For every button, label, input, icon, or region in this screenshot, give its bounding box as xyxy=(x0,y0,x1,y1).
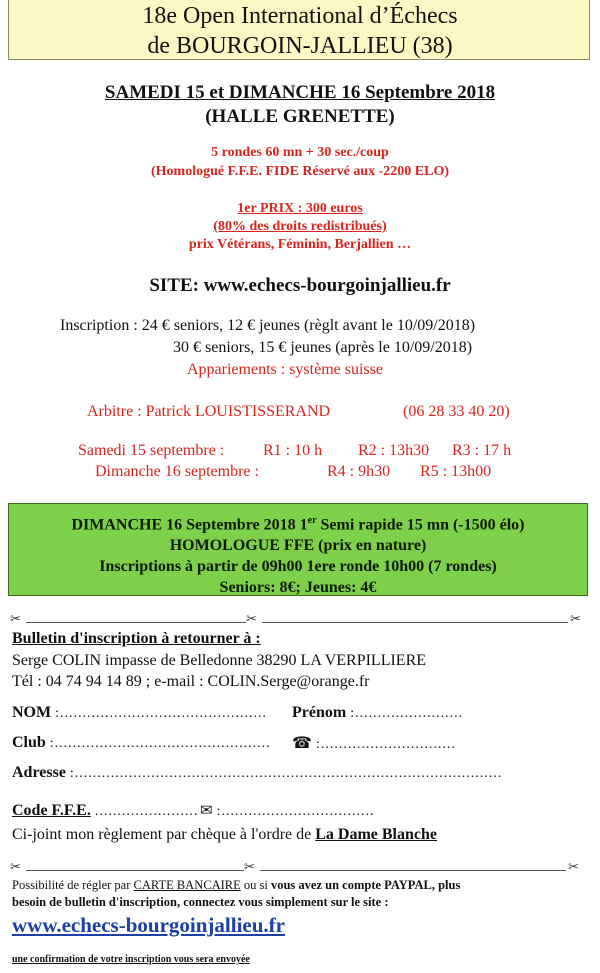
mail-icon: ✉ xyxy=(200,801,213,819)
form-return-address: Serge COLIN impasse de Belledonne 38290 LA VERPILLIERE xyxy=(12,652,427,669)
form-contact: Tél : 04 74 94 14 89 ; e-mail : COLIN.Serge@orange.fr xyxy=(12,673,370,690)
card-payment: CARTE BANCAIRE xyxy=(133,878,241,892)
nom-field[interactable] xyxy=(12,704,267,722)
code-ffe-dots: ....................... xyxy=(94,804,199,819)
scissors-icon: ✂ xyxy=(570,612,581,627)
phone-field[interactable] xyxy=(292,733,456,753)
format-rounds: 5 rondes 60 mn + 30 sec./coup xyxy=(211,145,389,160)
payment-options-or: ou si xyxy=(240,878,271,892)
online-registration-note: besoin de bulletin d'inscription, connectez vous simplement sur le site : xyxy=(12,895,389,909)
code-ffe-label: Code F.F.E. xyxy=(12,802,91,819)
schedule-sunday-label: Dimanche 16 septembre : xyxy=(95,463,259,480)
header-title-line2: de BOURGOIN-JALLIEU (38) xyxy=(147,33,453,59)
club-field[interactable] xyxy=(12,734,271,752)
phone-icon: ☎ xyxy=(292,733,312,752)
email-field[interactable] xyxy=(200,801,374,820)
event-venue: (HALLE GRENETTE) xyxy=(205,106,395,127)
email-dots: :.................................. xyxy=(216,804,375,819)
website-link[interactable]: www.echecs-bourgoinjallieu.fr xyxy=(12,913,285,937)
event-dates: SAMEDI 15 et DIMANCHE 16 Septembre 2018 xyxy=(104,82,496,103)
form-title: Bulletin d'inscription à retourner à : xyxy=(12,630,261,647)
nom-label: NOM xyxy=(12,704,52,721)
rapid-fees: Seniors: 8€; Jeunes: 4€ xyxy=(219,579,377,597)
rapid-format-text: Semi rapide 15 mn (-1500 élo) xyxy=(316,516,525,534)
cut-line xyxy=(26,870,244,871)
adresse-field[interactable] xyxy=(12,764,502,782)
payment-text: Ci-joint mon règlement par chèque à l'ordre de xyxy=(12,826,316,843)
scissors-icon: ✂ xyxy=(246,612,257,627)
payment-options-text: Possibilité de régler par xyxy=(12,878,134,892)
pairing-system: Appariements : système suisse xyxy=(187,361,383,378)
rapid-tournament-box xyxy=(8,503,588,596)
format-homologation: (Homologué F.F.E. FIDE Réservé aux -2200 ELO) xyxy=(150,164,449,179)
registration-late-fees: 30 € seniors, 15 € jeunes (après le 10/09/2018) xyxy=(173,339,473,356)
cut-line xyxy=(26,622,246,623)
payment-options-end: plus xyxy=(434,878,461,892)
cut-line xyxy=(260,870,566,871)
nom-dots: :.............................................. xyxy=(55,706,267,721)
phone-dots: :.............................. xyxy=(315,737,456,752)
payment-line xyxy=(12,826,437,844)
prenom-dots: :........................ xyxy=(350,706,464,721)
rapid-homologation: HOMOLOGUE FFE (prix en nature) xyxy=(169,537,427,555)
prize-others: prix Vétérans, Féminin, Berjallien … xyxy=(188,237,412,252)
club-dots: :................................................ xyxy=(49,736,271,751)
club-label: Club xyxy=(12,734,46,751)
arbiter-name: Arbitre : Patrick LOUISTISSERAND xyxy=(87,403,331,420)
payment-payee: La Dame Blanche xyxy=(315,826,437,843)
scissors-icon: ✂ xyxy=(568,860,579,875)
prenom-label: Prénom xyxy=(292,704,347,721)
prize-first: 1er PRIX : 300 euros xyxy=(237,201,363,216)
header-title-line1: 18e Open International d’Échecs xyxy=(142,3,458,29)
adresse-dots: :............................................................................................... xyxy=(69,766,503,781)
rapid-date-text: DIMANCHE 16 Septembre 2018 1 xyxy=(71,516,308,534)
scissors-icon: ✂ xyxy=(244,860,255,875)
paypal-note: vous avez un compte PAYPAL, xyxy=(270,878,435,892)
schedule-saturday-label: Samedi 15 septembre : xyxy=(78,442,225,459)
arbiter-phone: (06 28 33 40 20) xyxy=(403,403,510,420)
rapid-date-line xyxy=(9,510,587,535)
registration-early-fees: Inscription : 24 € seniors, 12 € jeunes (règlt avant le 10/09/2018) xyxy=(60,317,476,334)
rapid-ordinal: er xyxy=(307,515,317,526)
schedule-round-2: R2 : 13h30 xyxy=(358,442,430,459)
site-url[interactable]: SITE: www.echecs-bourgoinjallieu.fr xyxy=(149,275,451,296)
schedule-round-4: R4 : 9h30 xyxy=(327,463,391,480)
rapid-registration-time: Inscriptions à partir de 09h00 1ere ronde 10h00 (7 rondes) xyxy=(99,558,497,576)
cut-line xyxy=(262,622,568,623)
schedule-round-3: R3 : 17 h xyxy=(452,442,512,459)
schedule-round-5: R5 : 13h00 xyxy=(420,463,492,480)
code-ffe-field[interactable] xyxy=(12,802,198,820)
confirmation-note: une confirmation de votre inscription vous sera envoyée xyxy=(12,954,250,965)
schedule-round-1: R1 : 10 h xyxy=(263,442,323,459)
adresse-label: Adresse xyxy=(12,764,66,781)
payment-options xyxy=(12,877,598,894)
prize-redistributed: (80% des droits redistribués) xyxy=(213,219,387,234)
prenom-field[interactable] xyxy=(292,704,463,722)
scissors-icon: ✂ xyxy=(10,860,21,875)
scissors-icon: ✂ xyxy=(10,612,21,627)
